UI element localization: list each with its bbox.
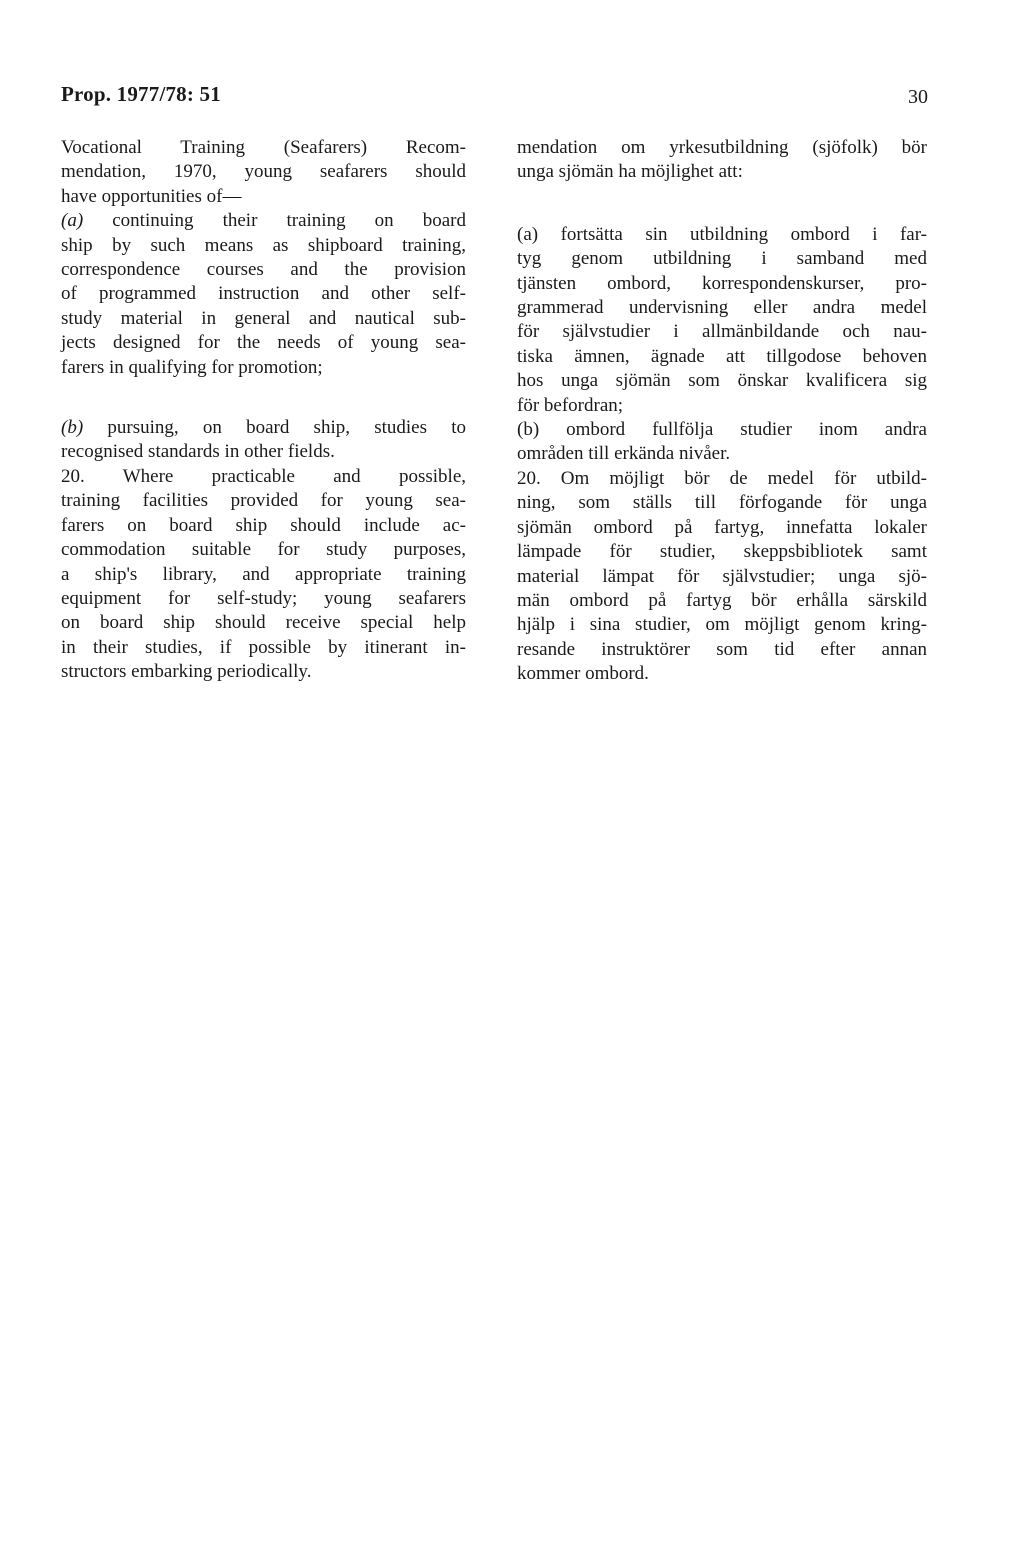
text-line: 20. Om möjligt bör de medel för utbild-: [517, 467, 927, 489]
swedish-item-b: [517, 418, 927, 467]
text-line: Vocational Training (Seafarers) Recom-: [61, 137, 466, 158]
text-line: material lämpat för självstudier; unga sjö-: [517, 565, 927, 587]
english-intro: [61, 136, 466, 209]
text-line: jects designed for the needs of young sea-: [61, 332, 466, 354]
page-number: 30: [908, 86, 928, 108]
text-line: [61, 209, 466, 233]
text-line: tyg genom utbildning i samband med: [517, 248, 927, 270]
item-marker: (b): [61, 417, 84, 439]
text-line: områden till erkända nivåer.: [517, 443, 731, 465]
text-line: (a) fortsätta sin utbildning ombord i far-: [517, 223, 927, 245]
text-line: commodation suitable for study purposes,: [61, 539, 466, 561]
swedish-intro: [517, 136, 927, 185]
text-line: (b) ombord fullfölja studier inom andra: [517, 419, 927, 441]
text-line: för befordran;: [517, 394, 624, 416]
text-line: resande instruktörer som tid efter annan: [517, 638, 927, 660]
text-line: unga sjömän ha möjlighet att:: [517, 161, 743, 183]
item-text: continuing their training on board: [83, 210, 466, 232]
text-line: män ombord på fartyg bör erhålla särskild: [517, 589, 927, 611]
text-line: hjälp i sina studier, om möjligt genom kring-: [517, 614, 927, 636]
text-line: mendation, 1970, young seafarers should: [61, 161, 466, 183]
text-line: tjänsten ombord, korrespondenskurser, pro-: [517, 272, 927, 294]
text-line: mendation om yrkesutbildning (sjöfolk) bör: [517, 137, 927, 158]
text-line: study material in general and nautical sub-: [61, 307, 466, 329]
swedish-paragraph-20: [517, 467, 927, 687]
text-line: on board ship should receive special help: [61, 612, 466, 634]
english-paragraph-20: [61, 465, 466, 685]
english-item-a: [61, 209, 466, 380]
text-line: 20. Where practicable and possible,: [61, 465, 466, 487]
text-line: in their studies, if possible by itinerant in-: [61, 636, 466, 658]
text-line: för självstudier i allmänbildande och nau-: [517, 321, 927, 343]
text-line: farers in qualifying for promotion;: [61, 356, 323, 378]
text-line: of programmed instruction and other self-: [61, 283, 466, 305]
item-marker: (a): [61, 210, 84, 232]
text-line: equipment for self-study; young seafarers: [61, 587, 466, 609]
text-line: hos unga sjömän som önskar kvalificera sig: [517, 370, 927, 392]
text-line: ning, som ställs till förfogande för unga: [517, 492, 927, 514]
english-item-b: [61, 416, 466, 465]
text-line: a ship's library, and appropriate training: [61, 563, 466, 585]
swedish-item-a: [517, 223, 927, 418]
english-column: [61, 136, 466, 685]
text-line: ship by such means as shipboard training,: [61, 234, 466, 256]
text-line: tiska ämnen, ägnade att tillgodose behoven: [517, 345, 927, 367]
text-line: sjömän ombord på fartyg, innefatta lokaler: [517, 516, 927, 538]
text-line: farers on board ship should include ac-: [61, 514, 466, 536]
text-line: training facilities provided for young sea-: [61, 490, 466, 512]
text-line: kommer ombord.: [517, 663, 649, 685]
text-line: recognised standards in other fields.: [61, 441, 335, 463]
text-line: correspondence courses and the provision: [61, 259, 466, 281]
text-line: structors embarking periodically.: [61, 661, 312, 683]
text-line: [61, 416, 466, 440]
item-text: pursuing, on board ship, studies to: [83, 417, 466, 439]
swedish-column: [517, 136, 927, 687]
text-line: grammerad undervisning eller andra medel: [517, 297, 927, 319]
text-line: have opportunities of—: [61, 185, 242, 207]
document-reference: Prop. 1977/78: 51: [61, 82, 221, 106]
text-line: lämpade för studier, skeppsbibliotek samt: [517, 541, 927, 563]
